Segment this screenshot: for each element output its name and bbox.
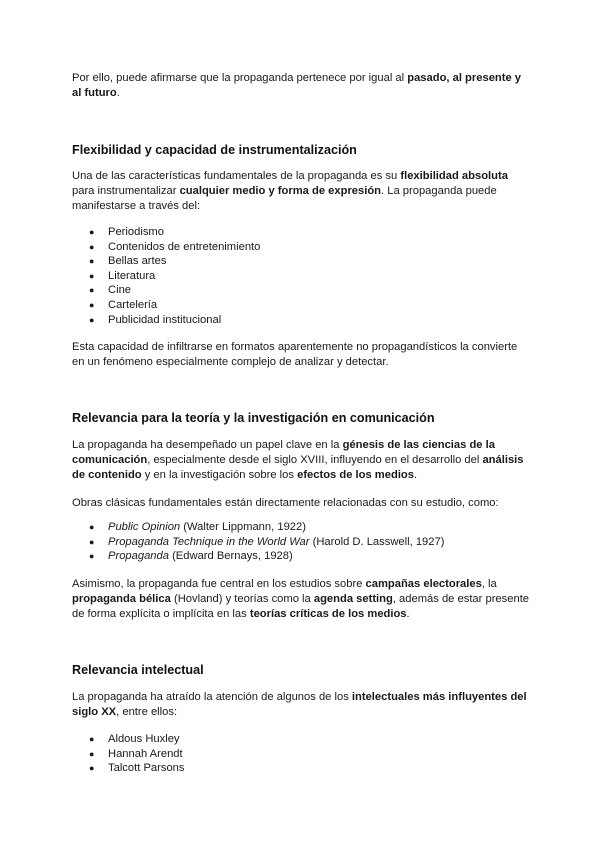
infiltration-paragraph: Esta capacidad de infiltrarse en formatos aparentemente no propagandísticos la convierte en un fenómeno especialmente complejo de analizar y detectar. <box>72 341 518 368</box>
intro-paragraph: Por ello, puede afirmarse que la propaganda pertenece por igual al pasado, al presente y al futuro. <box>72 72 522 99</box>
intellectual-paragraph: La propaganda ha atraído la atención de algunos de los intelectuales más influyentes del siglo XX, entre ellos: <box>72 691 527 718</box>
intellectuals-list <box>72 732 532 776</box>
list-item: ● Cartelería <box>89 298 158 311</box>
bullet-icon: ● <box>89 299 95 310</box>
communication-paragraph: La propaganda ha desempeñado un papel clave en la génesis de las ciencias de la comunicación, especialmente desde el siglo XVIII, influyendo en el desarrollo del análisis de contenido y en la investigación sobre los efectos de los medios. <box>72 439 524 481</box>
section-heading-communication: Relevancia para la teoría y la investigación en comunicación <box>72 411 435 425</box>
flexibility-paragraph: Una de las características fundamentales de la propaganda es su flexibilidad absoluta para instrumentalizar cualquier medio y forma de expresión. La propaganda puede manifestarse a través del: <box>72 170 508 212</box>
list-item: ● Propaganda Technique in the World War (Harold D. Lasswell, 1927) <box>89 535 445 548</box>
bullet-icon: ● <box>89 314 95 325</box>
classic-works-intro: Obras clásicas fundamentales están directamente relacionadas con su estudio, como: <box>72 497 499 509</box>
bullet-icon: ● <box>89 748 95 759</box>
list-item: ● Talcott Parsons <box>89 762 185 775</box>
bullet-icon: ● <box>89 285 95 296</box>
list-item: ● Bellas artes <box>89 255 167 268</box>
bullet-icon: ● <box>89 241 95 252</box>
studies-paragraph: Asimismo, la propaganda fue central en los estudios sobre campañas electorales, la propaganda bélica (Hovland) y teorías como la agenda setting, además de estar presente de forma explícita o implícita en las teorías críticas de los medios. <box>72 578 530 620</box>
bullet-icon: ● <box>89 734 95 744</box>
media-list <box>72 225 532 327</box>
classic-works-list <box>72 520 532 564</box>
bullet-icon: ● <box>89 536 95 547</box>
section-heading-intellectual: Relevancia intelectual <box>72 663 204 677</box>
section-heading-flexibility: Flexibilidad y capacidad de instrumentalización <box>72 143 357 157</box>
list-item: ● Publicidad institucional <box>89 313 222 326</box>
list-item: ● Aldous Huxley <box>89 733 180 745</box>
bullet-icon: ● <box>89 227 95 237</box>
list-item: ● Cine <box>89 284 132 297</box>
bullet-icon: ● <box>89 763 95 774</box>
list-item: ● Periodismo <box>89 226 164 238</box>
list-item: ● Propaganda (Edward Bernays, 1928) <box>89 550 293 563</box>
list-item: ● Literatura <box>89 269 156 282</box>
list-item: ● Contenidos de entretenimiento <box>89 240 261 253</box>
bullet-icon: ● <box>89 256 95 267</box>
bullet-icon: ● <box>89 551 95 562</box>
bullet-icon: ● <box>89 522 95 532</box>
list-item: ● Hannah Arendt <box>89 747 183 760</box>
bullet-icon: ● <box>89 270 95 281</box>
list-item: ● Public Opinion (Walter Lippmann, 1922) <box>89 521 306 533</box>
